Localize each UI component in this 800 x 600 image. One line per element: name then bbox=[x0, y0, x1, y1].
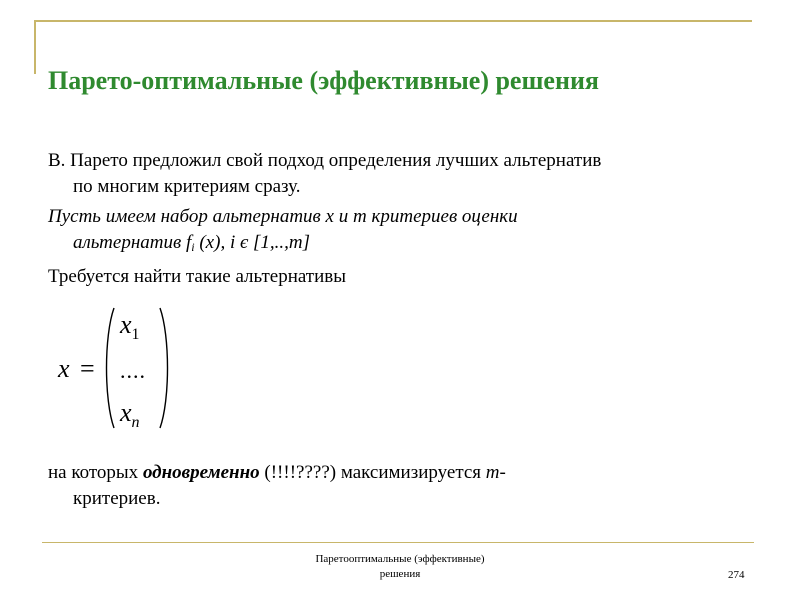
text-fragment: - bbox=[499, 462, 506, 483]
vector-element-last bbox=[120, 398, 140, 432]
text-fragment: x bbox=[120, 398, 132, 427]
footer-line: решения bbox=[379, 568, 421, 580]
paragraph-requirement: Требуется найти такие альтернативы bbox=[48, 266, 347, 287]
subscript: i bbox=[191, 240, 195, 254]
formula-equals: = bbox=[80, 354, 95, 383]
paragraph-maximization bbox=[48, 460, 768, 512]
paragraph-pareto-intro bbox=[48, 148, 768, 200]
subscript: 1 bbox=[131, 326, 140, 343]
paragraph-line: В. Парето предложил свой подход определения лучших альтернатив bbox=[48, 150, 602, 171]
decor-top-line bbox=[34, 20, 752, 22]
vector-element-first bbox=[120, 310, 140, 344]
paragraph-line: Пусть имеем набор альтернатив x и m критериев оценки bbox=[48, 206, 518, 227]
emphasis-text: одновременно bbox=[142, 462, 260, 483]
paragraph-alternatives bbox=[48, 204, 768, 260]
formula-lhs: x bbox=[58, 354, 70, 383]
footer-title bbox=[250, 552, 550, 582]
footer-line: Паретооптимальные (эффективные) bbox=[315, 553, 485, 565]
decor-left-bar bbox=[34, 20, 36, 74]
paragraph-line-criteria bbox=[48, 230, 768, 260]
subscript: n bbox=[131, 414, 140, 431]
decor-bottom-line bbox=[42, 542, 754, 543]
text-fragment: на которых bbox=[48, 462, 143, 483]
text-fragment: (!!!!????) максимизируется bbox=[259, 462, 486, 483]
paragraph-line: по многим критериям сразу. bbox=[73, 176, 301, 197]
paragraph-line: критериев. bbox=[73, 488, 161, 509]
vector-formula bbox=[58, 306, 198, 430]
text-fragment: x bbox=[120, 310, 132, 339]
text-fragment: альтернатив f bbox=[73, 232, 192, 253]
slide-title: Парето-оптимальные (эффективные) решения bbox=[48, 66, 599, 95]
right-paren-icon bbox=[158, 306, 172, 430]
text-fragment: (x), i є [1,..,m] bbox=[194, 232, 311, 253]
paragraph-line bbox=[48, 462, 506, 483]
left-paren-icon bbox=[102, 306, 116, 430]
vector-ellipsis: .... bbox=[120, 358, 146, 383]
text-fragment: m bbox=[485, 462, 500, 483]
page-number: 274 bbox=[728, 569, 745, 581]
